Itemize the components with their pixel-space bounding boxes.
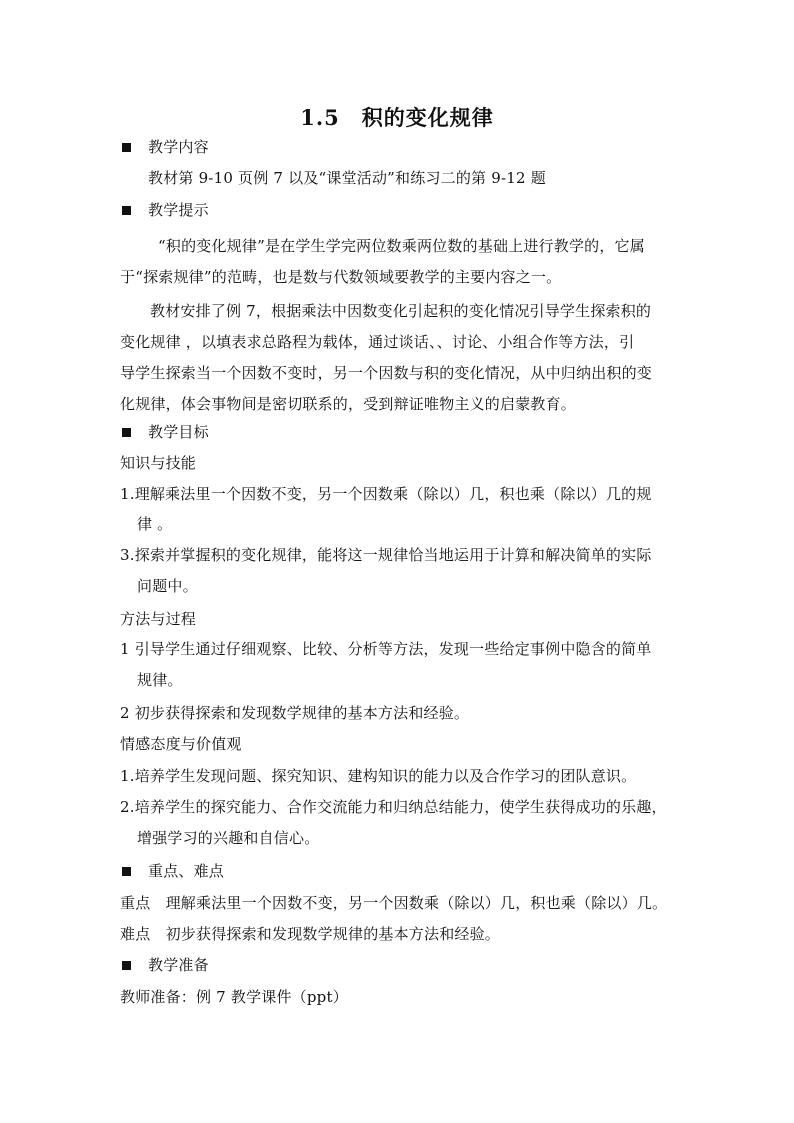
- bullet-square-icon: [122, 143, 131, 152]
- tips-paragraph-2-line-3: 导学生探索当一个因数不变时，另一个因数与积的变化情况，从中归纳出积的变: [120, 364, 653, 382]
- goals-emotion-item-2-line-1: 2.培养学生的探究能力、合作交流能力和归纳总结能力，使学生获得成功的乐趣，: [120, 798, 667, 816]
- goals-method-item-2-line-1: 2 初步获得探索和发现数学规律的基本方法和经验。: [120, 704, 470, 722]
- tips-paragraph-1-line-2: 于“探索规律”的范畴，也是数与代数领域要教学的主要内容之一。: [120, 268, 562, 286]
- section-heading-key: 重点、难点: [148, 862, 225, 880]
- goals-knowledge-item-2-line-2: 问题中。: [137, 577, 198, 595]
- page-title: 1.5 积的变化规律: [300, 105, 494, 130]
- bullet-square-icon: [122, 961, 131, 970]
- section-heading-content: 教学内容: [148, 138, 209, 156]
- section-heading-tips: 教学提示: [148, 201, 209, 219]
- goals-knowledge-item-1-line-2: 律 。: [137, 515, 173, 533]
- goals-emotion-item-1-line-1: 1.培养学生发现问题、探究知识、建构知识的能力以及合作学习的团队意识。: [120, 767, 637, 785]
- goals-knowledge-item-1-line-1: 1.理解乘法里一个因数不变，另一个因数乘（除以）几，积也乘（除以）几的规: [120, 485, 652, 503]
- goals-emotion-item-2-line-2: 增强学习的兴趣和自信心。: [137, 829, 320, 847]
- section-heading-prep: 教学准备: [148, 956, 209, 974]
- tips-paragraph-2-line-2: 变化规律 ，以填表求总路程为载体，通过谈话、、讨论、小组合作等方法，引: [120, 333, 635, 351]
- bullet-square-icon: [122, 206, 131, 215]
- goals-knowledge-label: 知识与技能: [120, 454, 197, 472]
- content-text: 教材第 9-10 页例 7 以及“课堂活动”和练习二的第 9-12 题: [148, 169, 546, 187]
- key-point-line: 重点 理解乘法里一个因数不变，另一个因数乘（除以）几，积也乘（除以）几。: [120, 894, 668, 912]
- tips-paragraph-2-line-4: 化规律，体会事物间是密切联系的，受到辩证唯物主义的启蒙教育。: [120, 395, 577, 413]
- goals-knowledge-item-2-line-1: 3.探索并掌握积的变化规律，能将这一规律恰当地运用于计算和解决简单的实际: [120, 546, 652, 564]
- tips-paragraph-2-line-1: 教材安排了例 7，根据乘法中因数变化引起积的变化情况引导学生探索积的: [150, 302, 652, 320]
- prep-teacher-line: 教师准备：例 7 教学课件（ppt）: [120, 988, 348, 1006]
- goals-method-item-1-line-2: 规律。: [137, 671, 183, 689]
- tips-paragraph-1-line-1: “积的变化规律”是在学生学完两位数乘两位数的基础上进行教学的，它属: [158, 237, 645, 255]
- goals-method-item-1-line-1: 1 引导学生通过仔细观察、比较、分析等方法，发现一些给定事例中隐含的简单: [120, 640, 652, 658]
- goals-emotion-label: 情感态度与价值观: [120, 735, 242, 753]
- section-heading-goals: 教学目标: [148, 423, 209, 441]
- bullet-square-icon: [122, 428, 131, 437]
- difficult-point-line: 难点 初步获得探索和发现数学规律的基本方法和经验。: [120, 925, 501, 943]
- goals-method-label: 方法与过程: [120, 610, 197, 628]
- bullet-square-icon: [122, 867, 131, 876]
